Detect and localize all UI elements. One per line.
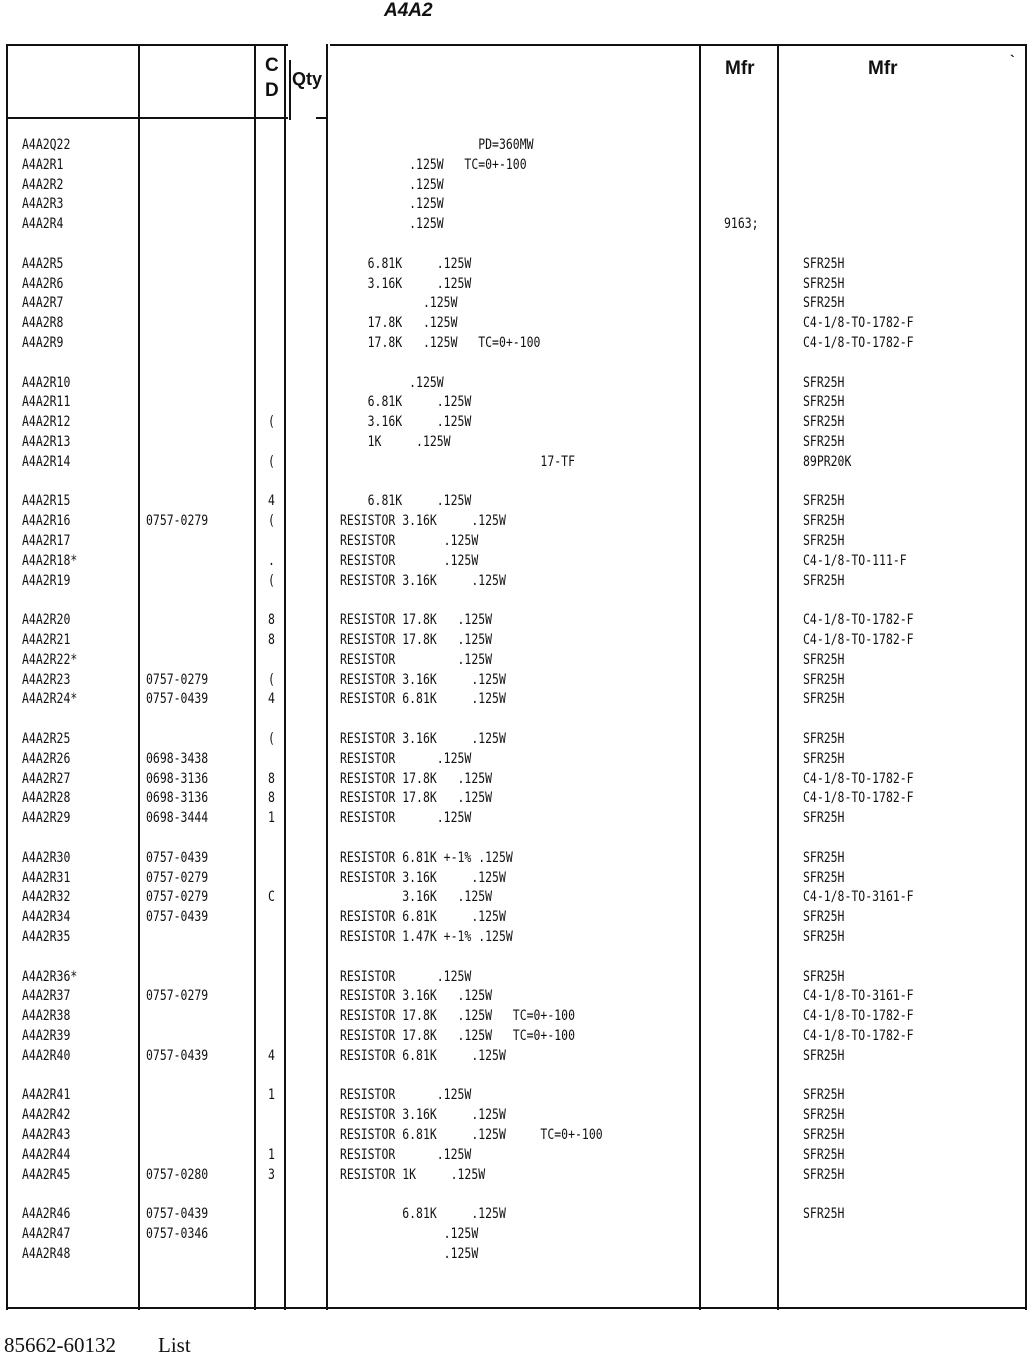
description: RESISTOR 3.16K .125W [340,988,493,1005]
description: .125W TC=0+-100 [340,156,527,173]
mfr-part-number: C4-1/8-TO-3161-F [803,988,914,1005]
reference-designator: A4A2R13 [22,434,71,450]
hp-part-number: 0757-0439 [146,1206,209,1223]
reference-designator: A4A2R18* [22,552,78,569]
header-mfr-code: Mfr [725,58,755,79]
mfr-part-number: SFR25H [803,394,845,411]
mfr-part-number: C4-1/8-TO-1782-F [803,1008,914,1025]
reference-designator: A4A2R21 [22,632,71,648]
description: RESISTOR 1K .125W [340,1166,486,1183]
mfr-part-number: C4-1/8-TO-1782-F [803,632,914,648]
description: RESISTOR 6.81K .125W TC=0+-100 [340,1127,603,1143]
reference-designator: A4A2R36* [22,968,78,985]
reference-designator: A4A2R29 [22,810,71,827]
mfr-part-number: SFR25H [803,1047,845,1064]
description: RESISTOR 1.47K +-1% .125W [340,929,513,945]
header-qty: Qty [292,69,323,89]
description: 6.81K .125W [340,493,472,510]
description: .125W [340,216,444,233]
mfr-part-number: SFR25H [803,1166,845,1183]
reference-designator: A4A2R41 [22,1087,71,1104]
mfr-part-number: SFR25H [803,1206,845,1223]
reference-designator: A4A2R42 [22,1107,71,1124]
hp-part-number: 0698-3136 [146,790,209,807]
mfr-part-number: SFR25H [803,1087,845,1104]
hp-part-number: 0757-0346 [146,1226,209,1242]
description: RESISTOR 3.16K .125W [340,671,506,688]
reference-designator: A4A2R35 [22,929,71,945]
check-digit: 4 [268,1047,275,1064]
check-digit: 8 [268,612,275,629]
mfr-part-number: SFR25H [803,255,845,272]
mfr-part-number: SFR25H [803,691,845,708]
description: RESISTOR 17.8K .125W [340,632,493,648]
hp-part-number: 0698-3136 [146,770,209,787]
check-digit: ( [268,453,275,470]
reference-designator: A4A2R22* [22,651,78,668]
mfr-part-number: SFR25H [803,968,845,985]
mfr-part-number: SFR25H [803,869,845,886]
footer-part-number: 85662-60132 [4,1333,116,1357]
reference-designator: A4A2R48 [22,1245,71,1262]
description: 1K .125W [340,434,451,450]
mfr-part-number: C4-1/8-TO-1782-F [803,315,914,332]
reference-designator: A4A2R14 [22,453,71,470]
mfr-part-number: SFR25H [803,513,845,530]
reference-designator: A4A2R12 [22,414,71,431]
mfr-part-number: 89PR20K [803,453,852,470]
reference-designator: A4A2R31 [22,869,71,886]
mfr-part-number: SFR25H [803,493,845,510]
check-digit: 4 [268,493,275,510]
description: RESISTOR .125W [340,750,472,767]
mfr-part-number: SFR25H [803,849,845,866]
description: 17.8K .125W TC=0+-100 [340,335,541,351]
mfr-part-number: SFR25H [803,810,845,827]
col-divider-2 [254,44,256,1310]
reference-designator: A4A2R28 [22,790,71,807]
header-cd-bottom: D [265,80,279,101]
check-digit: ( [268,731,275,747]
description: .125W [340,176,444,193]
check-digit: ( [268,671,275,688]
reference-designator: A4A2R7 [22,295,64,312]
hp-part-number: 0757-0439 [146,849,209,866]
reference-designator: A4A2R15 [22,493,71,510]
hp-part-number: 0757-0279 [146,889,209,906]
description: .125W [340,374,444,391]
reference-designator: A4A2R8 [22,315,64,332]
hp-part-number: 0757-0439 [146,1047,209,1064]
check-digit: 1 [268,810,275,827]
mfr-part-number: SFR25H [803,671,845,688]
header-cd-top: C [265,55,279,76]
reference-designator: A4A2R46 [22,1206,71,1223]
reference-designator: A4A2R43 [22,1127,71,1143]
description: 6.81K .125W [340,255,472,272]
reference-designator: A4A2R3 [22,196,64,213]
description: RESISTOR 3.16K .125W [340,731,506,747]
reference-designator: A4A2R10 [22,374,71,391]
reference-designator: A4A2R38 [22,1008,71,1025]
mfr-part-number: C4-1/8-TO-1782-F [803,335,914,351]
check-digit: 8 [268,632,275,648]
col-divider-3b [289,60,291,120]
mfr-part-number: SFR25H [803,731,845,747]
mfr-part-number: SFR25H [803,374,845,391]
description: RESISTOR 3.16K .125W [340,869,506,886]
reference-designator: A4A2R5 [22,255,64,272]
header-mfr-part: Mfr [868,58,898,79]
reference-designator: A4A2R16 [22,513,71,530]
hp-part-number: 0757-0279 [146,988,209,1005]
col-divider-3 [284,44,286,1310]
mfr-part-number: SFR25H [803,572,845,589]
description: 3.16K .125W [340,275,472,292]
mfr-part-number: SFR25H [803,750,845,767]
reference-designator: A4A2Q22 [22,137,71,153]
description: .125W [340,196,444,213]
check-digit: 1 [268,1146,275,1163]
description: RESISTOR 17.8K .125W [340,790,493,807]
mfr-part-number: C4-1/8-TO-1782-F [803,612,914,629]
reference-designator: A4A2R24* [22,691,78,708]
mfr-part-number: C4-1/8-TO-111-F [803,552,907,569]
description: RESISTOR 17.8K .125W TC=0+-100 [340,1008,575,1025]
header-tick-mark: ` [1010,52,1015,68]
col-divider-5 [699,44,701,1310]
check-digit: ( [268,513,275,530]
hp-part-number: 0698-3444 [146,810,209,827]
page-title: A4A2 [384,0,433,21]
description: RESISTOR .125W [340,810,472,827]
check-digit: ( [268,572,275,589]
check-digit: 3 [268,1166,275,1183]
reference-designator: A4A2R26 [22,750,71,767]
reference-designator: A4A2R2 [22,176,64,193]
table-top-border-left [6,44,288,46]
description: 3.16K .125W [340,889,493,906]
col-divider-7 [1025,44,1027,1310]
description: RESISTOR .125W [340,533,479,549]
reference-designator: A4A2R47 [22,1226,71,1242]
footer-list-label: List [158,1333,191,1357]
reference-designator: A4A2R6 [22,275,64,292]
description: RESISTOR 3.16K .125W [340,513,506,530]
description: PD=360MW [340,137,534,153]
reference-designator: A4A2R39 [22,1028,71,1044]
reference-designator: A4A2R34 [22,909,71,926]
reference-designator: A4A2R4 [22,216,64,233]
description: 3.16K .125W [340,414,472,431]
reference-designator: A4A2R30 [22,849,71,866]
description: RESISTOR .125W [340,651,493,668]
reference-designator: A4A2R40 [22,1047,71,1064]
description: RESISTOR .125W [340,552,479,569]
description: RESISTOR .125W [340,1087,472,1104]
check-digit: 8 [268,790,275,807]
mfr-part-number: SFR25H [803,929,845,945]
description: RESISTOR 3.16K .125W [340,572,506,589]
check-digit: ( [268,414,275,431]
mfr-part-number: SFR25H [803,533,845,549]
mfr-code: 9163; [724,216,759,233]
reference-designator: A4A2R23 [22,671,71,688]
mfr-part-number: C4-1/8-TO-1782-F [803,770,914,787]
reference-designator: A4A2R27 [22,770,71,787]
table-top-border-right [330,44,1027,46]
reference-designator: A4A2R25 [22,731,71,747]
description: RESISTOR 6.81K .125W [340,691,506,708]
mfr-part-number: SFR25H [803,275,845,292]
description: 17.8K .125W [340,315,458,332]
mfr-part-number: SFR25H [803,651,845,668]
mfr-part-number: SFR25H [803,909,845,926]
check-digit: C [268,889,275,906]
reference-designator: A4A2R1 [22,156,64,173]
description: RESISTOR 17.8K .125W TC=0+-100 [340,1028,575,1044]
table-bottom-border [6,1307,1027,1309]
description: 6.81K .125W [340,1206,506,1223]
reference-designator: A4A2R11 [22,394,71,411]
description: RESISTOR 17.8K .125W [340,770,493,787]
mfr-part-number: SFR25H [803,1146,845,1163]
hp-part-number: 0757-0439 [146,691,209,708]
description: .125W [340,1226,479,1242]
hp-part-number: 0757-0279 [146,671,209,688]
reference-designator: A4A2R32 [22,889,71,906]
hp-part-number: 0757-0279 [146,869,209,886]
description: RESISTOR 6.81K .125W [340,909,506,926]
mfr-part-number: SFR25H [803,414,845,431]
header-underline-left [6,117,288,119]
description: 17-TF [340,453,575,470]
check-digit: . [268,552,275,569]
description: 6.81K .125W [340,394,472,411]
mfr-part-number: SFR25H [803,1127,845,1143]
description: RESISTOR 3.16K .125W [340,1107,506,1124]
reference-designator: A4A2R17 [22,533,71,549]
description: RESISTOR 6.81K .125W [340,1047,506,1064]
table-left-border [6,44,8,1310]
reference-designator: A4A2R20 [22,612,71,629]
mfr-part-number: C4-1/8-TO-3161-F [803,889,914,906]
mfr-part-number: SFR25H [803,434,845,450]
description: RESISTOR .125W [340,1146,472,1163]
col-divider-6 [777,44,779,1310]
hp-part-number: 0757-0280 [146,1166,209,1183]
check-digit: 1 [268,1087,275,1104]
reference-designator: A4A2R44 [22,1146,71,1163]
reference-designator: A4A2R37 [22,988,71,1005]
mfr-part-number: C4-1/8-TO-1782-F [803,790,914,807]
description: RESISTOR 6.81K +-1% .125W [340,849,513,866]
hp-part-number: 0757-0439 [146,909,209,926]
col-divider-1 [138,44,140,1310]
description: RESISTOR 17.8K .125W [340,612,493,629]
check-digit: 4 [268,691,275,708]
hp-part-number: 0757-0279 [146,513,209,530]
reference-designator: A4A2R9 [22,335,64,351]
mfr-part-number: C4-1/8-TO-1782-F [803,1028,914,1044]
mfr-part-number: SFR25H [803,295,845,312]
col-divider-4 [326,44,328,1310]
check-digit: 8 [268,770,275,787]
mfr-part-number: SFR25H [803,1107,845,1124]
description: .125W [340,295,458,312]
description: .125W [340,1245,479,1262]
description: RESISTOR .125W [340,968,472,985]
reference-designator: A4A2R45 [22,1166,71,1183]
reference-designator: A4A2R19 [22,572,71,589]
hp-part-number: 0698-3438 [146,750,209,767]
